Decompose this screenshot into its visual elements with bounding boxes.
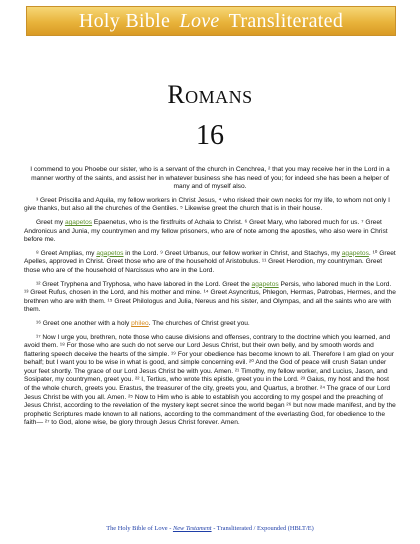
verse-paragraph-3 [24, 219, 396, 245]
verse-paragraph-3-text-a: Greet my [36, 218, 65, 226]
verse-paragraph-7: ¹⁷ Now I urge you, brethren, note those who cause divisions and offenses, contrary to the doctrine which you learned, and avoid them. ¹⁸ For those who are such do not serve our Lord Jesus Christ, but their own belly, and by smooth words and flattering speech deceive the hearts of the simple. ¹⁹ For your obedience has become known to all. Therefore I am glad on your behalf; but I want you to be wise in what is good, and simple concerning evil. ²⁰ And the God of peace will crush Satan under your feet shortly. The grace of our Lord Jesus Christ be with you. Amen. ²¹ Timothy, my fellow worker, and Lucius, Jason, and Sosipater, my countrymen, greet you. ²² I, Tertius, who wrote this epistle, greet you in the Lord. ²³ Gaius, my host and the host of the whole church, greets you. Erastus, the treasurer of the city, greets you, and Quartus, a brother. ²⁴ The grace of our Lord Jesus Christ be with you all. Amen. ²⁵ Now to Him who is able to establish you according to my gospel and the preaching of Jesus Christ, according to the revelation of the mystery kept secret since the world began ²⁶ but now made manifest, and by the prophetic Scriptures made known to all nations, according to the commandment of the everlasting God, for obedience to the faith— ²⁷ to God, alone wise, be glory through Jesus Christ forever. Amen. [24, 333, 396, 427]
banner-title-love: Love [179, 9, 220, 32]
verse-paragraph-6 [24, 320, 396, 329]
agapetos-link[interactable]: agapetos [96, 249, 124, 257]
phileo-link[interactable]: phileo [131, 319, 149, 327]
banner-title-left: Holy Bible [78, 9, 171, 32]
verse-paragraph-4-text-a: ⁸ Greet Amplias, my [36, 249, 97, 257]
banner-title-right: Transliterated [228, 9, 344, 32]
verse-paragraph-3-text-b: Epaenetus, who is the firstfruits of Achaia to Christ. ⁶ Greet Mary, who labored much for us. ⁷ Greet Andronicus and Junia, my countrymen and my fellow prisoners, who are of note among the apostles, who also were in Christ before me. [24, 218, 388, 244]
chapter-number: 16 [196, 120, 224, 151]
verse-paragraph-4 [24, 250, 396, 276]
footer-new-testament[interactable]: New Testament [172, 525, 212, 532]
header-banner [26, 6, 396, 36]
verse-paragraph-5 [24, 281, 396, 315]
banner-title [79, 10, 343, 33]
verse-paragraph-2: ³ Greet Priscilla and Aquila, my fellow workers in Christ Jesus, ⁴ who risked their own necks for my life, to whom not only I give thanks, but also all the churches of the Gentiles. ⁵ Likewise greet the church that is in their house. [24, 196, 390, 213]
footer-credit[interactable] [0, 525, 420, 532]
footer-prefix: The Holy Bible of Love - [106, 525, 173, 532]
book-title: Romans [167, 80, 253, 109]
agapetos-link[interactable]: agapetos [251, 280, 279, 288]
verse-paragraph-4-text-b: in the Lord. ⁹ Greet Urbanus, our fellow worker in Christ, and Stachys, my [123, 249, 342, 257]
footer-suffix: - Transliterated / Expounded (HBLT/E) [211, 525, 314, 532]
verse-paragraph-1: I commend to you Phoebe our sister, who is a servant of the church in Cenchrea, ² that you may receive her in the Lord in a manner worthy of the saints, and assist her in whatever business she has need of you; for indeed she has been a helper of many and of myself also. [30, 166, 390, 191]
verse-paragraph-6-text-b: . The churches of Christ greet you. [148, 319, 250, 327]
chapter-text [24, 166, 396, 433]
verse-paragraph-4-text-c: . ¹⁰ Greet Apelles, approved in Christ. Greet those who are of the household of Aristobulus. ¹¹ Greet Herodion, my countryman. Greet those who are of the household of Narcissus who are in the Lord. [24, 249, 396, 274]
agapetos-link[interactable]: agapetos [64, 218, 93, 226]
verse-paragraph-6-text-a: ¹⁶ Greet one another with a holy [36, 319, 132, 327]
agapetos-link[interactable]: agapetos [341, 249, 369, 257]
verse-paragraph-5-text-a: ¹² Greet Tryphena and Tryphosa, who have labored in the Lord. Greet the [36, 280, 252, 288]
verse-paragraph-5-text-b: Persis, who labored much in the Lord. ¹³ Greet Rufus, chosen in the Lord, and his mother and mine. ¹⁴ Greet Asyncritus, Phlegon, Hermas, Patrobas, Hermes, and the brethren who are with them. ¹⁵ Greet Philologus and Julia, Nereus and his sister, and Olympas, and all the saints who are with them. [24, 280, 396, 314]
